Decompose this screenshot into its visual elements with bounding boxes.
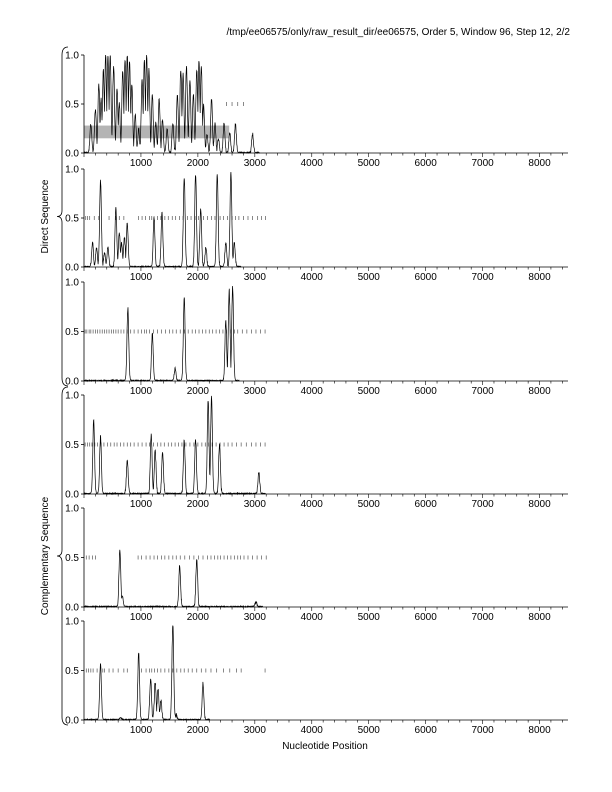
x-tick-label: 1000 xyxy=(129,272,153,283)
y-tick-label: 0.5 xyxy=(65,99,79,111)
x-tick-label: 8000 xyxy=(528,272,551,283)
x-tick-label: 7000 xyxy=(471,725,494,736)
x-tick-label: 2000 xyxy=(186,272,210,283)
x-tick-label: 4000 xyxy=(300,612,323,623)
y-tick-label: 1.0 xyxy=(65,50,79,62)
y-tick-label: 0.5 xyxy=(65,327,79,338)
chart-panels xyxy=(65,51,568,737)
x-tick-label: 1000 xyxy=(129,499,153,510)
x-tick-label: 6000 xyxy=(414,386,437,397)
x-tick-label: 3000 xyxy=(243,612,266,623)
panel-3 xyxy=(65,278,568,398)
y-tick-label: 0.0 xyxy=(65,148,79,160)
series-line xyxy=(84,550,263,607)
x-tick-label: 2000 xyxy=(186,725,210,736)
x-tick-label: 4000 xyxy=(300,725,323,736)
x-tick-label: 7000 xyxy=(471,386,494,397)
x-tick-label: 7000 xyxy=(471,499,494,510)
x-tick-label: 3000 xyxy=(243,386,266,397)
x-tick-label: 3000 xyxy=(243,725,266,736)
y-tick-label: 1.0 xyxy=(65,390,79,402)
y-tick-label: 0.5 xyxy=(65,440,79,451)
x-tick-label: 6000 xyxy=(414,272,437,283)
panel-1 xyxy=(65,51,568,170)
panel-4 xyxy=(65,391,568,511)
y-tick-label: 0.0 xyxy=(65,262,79,274)
y-tick-label: 0.5 xyxy=(65,666,79,677)
x-tick-label: 1000 xyxy=(129,386,153,397)
y-tick-label: 0.5 xyxy=(65,553,79,564)
panel-6 xyxy=(65,617,568,737)
x-tick-label: 4000 xyxy=(300,386,323,397)
y-tick-label: 0.0 xyxy=(65,715,79,727)
x-tick-label: 4000 xyxy=(300,272,323,283)
x-tick-label: 5000 xyxy=(357,158,380,169)
x-tick-label: 8000 xyxy=(528,386,551,397)
panel-5 xyxy=(65,504,568,624)
x-tick-label: 5000 xyxy=(357,499,380,510)
x-axis-title: Nucleotide Position xyxy=(282,741,368,752)
y-tick-label: 0.5 xyxy=(65,213,79,225)
x-tick-label: 8000 xyxy=(528,725,551,736)
x-tick-label: 8000 xyxy=(528,499,551,510)
group-label: Complementary Sequence xyxy=(40,496,51,616)
x-tick-label: 5000 xyxy=(357,725,380,736)
x-tick-label: 2000 xyxy=(186,499,210,510)
x-tick-label: 8000 xyxy=(528,612,551,623)
x-tick-label: 2000 xyxy=(186,386,210,397)
x-tick-label: 8000 xyxy=(528,158,551,169)
y-tick-label: 1.0 xyxy=(65,503,79,515)
x-tick-label: 1000 xyxy=(129,612,153,623)
x-tick-label: 2000 xyxy=(186,612,210,623)
x-tick-label: 4000 xyxy=(300,158,323,169)
window-title: /tmp/ee06575/only/raw_result_dir/ee06575, Order 5, Window 96, Step 12, 2/2 xyxy=(226,27,570,38)
x-tick-label: 5000 xyxy=(357,612,380,623)
y-tick-label: 0.0 xyxy=(65,489,79,501)
x-tick-label: 6000 xyxy=(414,612,437,623)
x-tick-label: 6000 xyxy=(414,725,437,736)
y-tick-label: 1.0 xyxy=(65,277,79,289)
x-tick-label: 1000 xyxy=(129,725,153,736)
y-tick-label: 1.0 xyxy=(65,616,79,628)
x-tick-label: 6000 xyxy=(414,158,437,169)
x-tick-label: 4000 xyxy=(300,499,323,510)
series-line xyxy=(84,396,266,494)
x-tick-label: 3000 xyxy=(243,272,266,283)
x-tick-label: 7000 xyxy=(471,158,494,169)
panel-2 xyxy=(65,165,568,284)
y-tick-label: 0.0 xyxy=(65,602,79,614)
group-braces xyxy=(40,47,68,725)
y-tick-label: 0.0 xyxy=(65,376,79,388)
x-tick-label: 6000 xyxy=(414,499,437,510)
y-tick-label: 1.0 xyxy=(65,164,79,176)
x-tick-label: 1000 xyxy=(129,158,153,169)
series-line xyxy=(84,626,210,720)
x-tick-label: 3000 xyxy=(243,158,266,169)
group-label: Direct Sequence xyxy=(40,179,51,254)
x-tick-label: 3000 xyxy=(243,499,266,510)
x-tick-label: 7000 xyxy=(471,612,494,623)
x-tick-label: 5000 xyxy=(357,386,380,397)
x-tick-label: 5000 xyxy=(357,272,380,283)
series-line xyxy=(84,172,241,267)
x-tick-label: 7000 xyxy=(471,272,494,283)
x-tick-label: 2000 xyxy=(186,158,210,169)
